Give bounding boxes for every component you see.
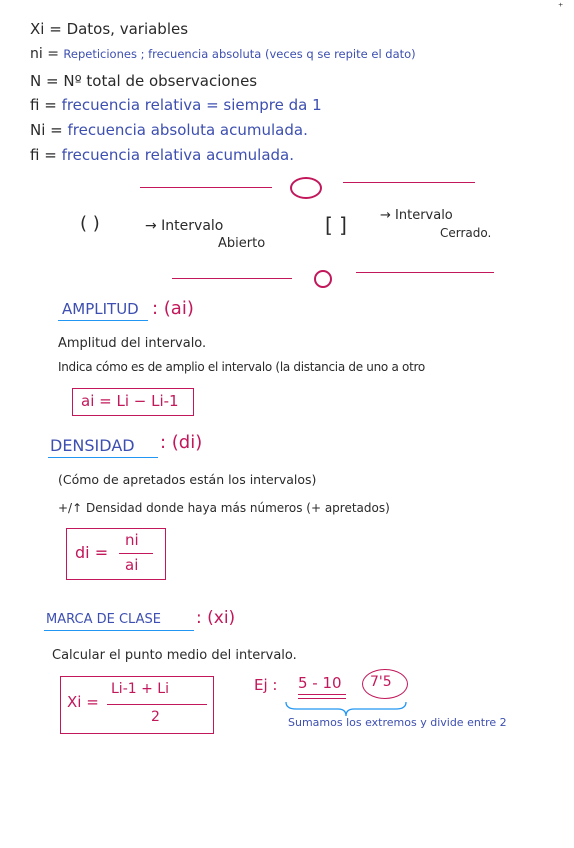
open-interval-symbol: ( ) <box>80 213 100 234</box>
marca-formula-numerator: Li-1 + Li <box>111 681 169 697</box>
title-underline <box>58 320 148 321</box>
fraction-bar <box>107 704 207 705</box>
legend-desc: frecuencia absoluta acumulada. <box>67 121 308 139</box>
legend-item <box>30 72 257 90</box>
marca-formula-lhs: Xi = <box>67 693 99 711</box>
closed-interval-word: Cerrado. <box>440 226 492 240</box>
legend-sep: = <box>44 20 67 38</box>
legend-desc: Nº total de observaciones <box>63 72 258 90</box>
marca-formula-box <box>60 676 214 734</box>
legend-sep: = <box>42 46 64 62</box>
divider-line <box>172 278 292 279</box>
legend-item <box>30 96 322 114</box>
legend-desc: Datos, variables <box>66 20 189 38</box>
open-interval-arrow: → Intervalo <box>145 218 224 234</box>
legend-sep: = <box>45 121 68 139</box>
section-title: MARCA DE CLASE <box>46 612 161 627</box>
example-note: Sumamos los extremos y divide entre 2 <box>288 716 507 729</box>
example-interval: 5 - 10 <box>298 674 342 692</box>
example-underline <box>298 698 346 699</box>
densidad-formula-denominator: ai <box>125 556 139 574</box>
divider-circle <box>314 270 332 288</box>
legend-sep: = <box>41 72 64 90</box>
title-underline <box>48 457 158 458</box>
example-label: Ej : <box>254 676 278 694</box>
title-underline <box>44 630 194 631</box>
marca-definition: Calcular el punto medio del intervalo. <box>52 648 297 663</box>
densidad-formula-lhs: di = <box>75 543 109 562</box>
amplitud-explanation: Indica cómo es de amplio el intervalo (la distancia de uno a otro <box>58 360 425 374</box>
legend-symbol: Xi <box>30 20 45 38</box>
legend-symbol: fi <box>30 146 40 164</box>
densidad-formula-box <box>66 528 166 580</box>
legend-item <box>30 46 416 62</box>
legend-item <box>30 146 294 164</box>
amplitud-formula: ai = Li − Li-1 <box>81 392 179 410</box>
legend-desc: frecuencia relativa = siempre da 1 <box>61 96 322 114</box>
section-title: DENSIDAD <box>50 436 135 455</box>
legend-symbol: Ni <box>30 121 46 139</box>
amplitud-definition: Amplitud del intervalo. <box>58 336 207 351</box>
pencil-mark-icon: ⁺ <box>558 2 564 13</box>
densidad-definition: (Cómo de apretados están los intervalos) <box>58 472 317 487</box>
densidad-formula-numerator: ni <box>125 531 139 549</box>
legend-symbol: ni <box>30 46 43 62</box>
section-notation: : (ai) <box>152 298 194 319</box>
legend-item <box>30 121 308 139</box>
divider-line <box>343 182 475 183</box>
example-underline <box>298 694 346 695</box>
example-result-circle <box>362 669 408 699</box>
legend-item <box>30 20 188 38</box>
legend-sep: = <box>39 96 62 114</box>
open-interval-word: Abierto <box>218 236 266 251</box>
closed-interval-arrow: → Intervalo <box>380 208 453 223</box>
densidad-explanation: +/↑ Densidad donde haya más números (+ apretados) <box>58 501 390 515</box>
fraction-bar <box>119 553 153 554</box>
legend-symbol: fi <box>30 96 40 114</box>
section-title: AMPLITUD <box>62 300 139 318</box>
legend-desc: Repeticiones ; frecuencia absoluta (veces q se repite el dato) <box>63 47 416 61</box>
marca-formula-denominator: 2 <box>151 709 160 725</box>
legend-desc: frecuencia relativa acumulada. <box>61 146 294 164</box>
section-notation: : (di) <box>160 432 203 453</box>
divider-circle <box>290 177 322 199</box>
legend-sep: = <box>39 146 62 164</box>
section-notation: : (xi) <box>196 608 236 628</box>
closed-interval-symbol: [ ] <box>325 213 347 237</box>
example-result: 7'5 <box>370 674 392 690</box>
legend-symbol: N <box>30 72 42 90</box>
divider-line <box>356 272 494 273</box>
divider-line <box>140 187 272 188</box>
amplitud-formula-box <box>72 388 194 416</box>
